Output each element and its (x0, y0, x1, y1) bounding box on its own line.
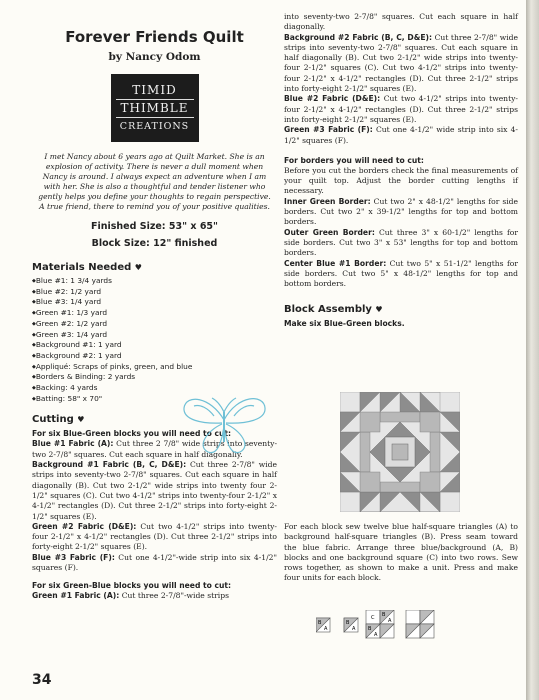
logo-line-1: TIMID (132, 82, 177, 97)
cut-green1: Green #1 Fabric (A): Cut three 2-7/8"-wide strips (32, 591, 229, 601)
continued-text: into seventy-two 2-7/8" squares. Cut each square in half diagonally. (284, 12, 518, 32)
cut-background1: Background #1 Fabric (B, C, D&E): Cut three 2-7/8" wide strips into seventy-two 2-7/8" squares. Cut each square in half diagonally (B). Cut two 2-1/2" wide strips into twenty four 2-1/2" squares (C). Cut two 4-1/2" strips into twenty-four 2-1/2" x 4-1/2" rectangles (D). Cut three 2-1/2" strips into forty-eight 2-1/2" squares (E). (32, 460, 277, 521)
assembly-text: For each block sew twelve blue half-square triangles (A) to background half-square triangles (B). Press seam toward the blue fabric. Arrange three blue/background (A, B) blocks and one background square (C) into two rows. Sew rows together, as shown to make a unit. Press and make four units for each block. (284, 522, 518, 583)
block-size: Block Size: 12" finished (91, 238, 218, 249)
list-item: ◆ Borders & Binding: 2 yards (32, 372, 277, 383)
cut-green2: Green #2 Fabric (D&E): Cut two 4-1/2" strips into twenty-four 2-1/2" x 4-1/2" rectangles (D). Cut three 2-1/2" strips into forty-eight 2-1/2" squares (E). (32, 521, 277, 552)
list-item: ◆ Background #1: 1 yard (32, 340, 277, 351)
cut-background2: Background #2 Fabric (B, C, D&E): Cut three 2-7/8" wide strips into seventy-two 2-7/8" squares. Cut each square in half diagonally (B). Cut two 2-1/2" wide strips into twenty-four 2-1/2" squares (C). Cut two 4-1/2" strips into twenty-four 2-1/2" x 4-1/2" rectangles (D). Cut three 2-1/2" strips into forty-eight 2-1/2" squares (E). (284, 32, 518, 94)
list-item: ◆ Green #3: 1/4 yard (32, 330, 277, 341)
logo-divider (116, 99, 194, 100)
cut-blue2: Blue #2 Fabric (D&E): Cut two 4-1/2" strips into twenty-four 2-1/2" x 4-1/2" rectangles (D). Cut three 2-1/2" strips into forty-eight 2-1/2" squares (E). (284, 94, 518, 124)
cut-blue3: Blue #3 Fabric (F): Cut one 4-1/2"-wide strip into six 4-1/2" squares (F). (32, 552, 277, 572)
green-blue-intro: For six Green-Blue blocks you will need to cut: (32, 581, 232, 591)
assembly-text-block (284, 522, 518, 584)
heart-icon: ♥ (134, 263, 142, 272)
book-spine (526, 0, 539, 700)
cut-green3: Green #3 Fabric (F): Cut one 4-1/2" wide strip into six 4-1/2" squares (F). (284, 125, 518, 145)
materials-heading: Materials Needed ♥ (32, 262, 142, 273)
size-info (32, 220, 277, 251)
finished-size: Finished Size: 53" x 65" (91, 221, 218, 232)
logo-divider (116, 117, 194, 118)
unit-label: B (346, 620, 350, 626)
outer-border: Outer Green Border: Cut three 3" x 60-1/2" lengths for side borders. Cut two 3" x 53" lengths for top and bottom borders. (284, 227, 518, 258)
right-column (284, 12, 518, 329)
cutting-heading: Cutting ♥ (32, 414, 85, 426)
unit-label: C (371, 615, 375, 621)
page-title: Forever Friends Quilt (65, 28, 244, 46)
unit-diagrams (316, 610, 456, 654)
list-item: ◆ Blue #1: 1 3/4 yards (32, 276, 277, 287)
logo-line-2: THIMBLE (120, 100, 189, 115)
list-item: ◆ Blue #3: 1/4 yard (32, 297, 277, 308)
blue-green-intro: For six Blue-Green blocks you will need to cut: (32, 429, 232, 439)
list-item: ◆ Green #1: 1/3 yard (32, 308, 277, 319)
unit-label: B (368, 626, 372, 632)
unit-label: B (318, 620, 322, 626)
cut-blue1: Blue #1 Fabric (A): Cut three 2 7/8" wide strips into seventy-two 2-7/8" squares. Cut each square in half diagonally. (32, 439, 278, 459)
materials-list (32, 276, 277, 404)
assembly-subheading: Make six Blue-Green blocks. (284, 319, 405, 329)
logo-line-3: CREATIONS (119, 120, 190, 132)
left-column (32, 28, 277, 602)
heart-icon: ♥ (77, 415, 85, 425)
list-item: ◆ Green #2: 1/2 yard (32, 319, 277, 330)
list-item: ◆ Appliqué: Scraps of pinks, green, and blue (32, 362, 277, 373)
unit-label: B (382, 612, 386, 618)
unit-label: A (324, 626, 328, 632)
unit-label: A (388, 618, 392, 624)
intro-paragraph: I met Nancy about 6 years ago at Quilt Market. She is an explosion of activity. There is never a dull moment when Nancy is around. I always expect an adventure when I am with her. She is also a thoughtful and tender listener who gently helps you define your thoughts to regain perspective. A true friend, there to remind you of your positive qualities. (38, 152, 271, 211)
inner-border: Inner Green Border: Cut two 2" x 48-1/2" lengths for side borders. Cut two 2" x 39-1/2" lengths for top and bottom borders. (284, 196, 518, 227)
list-item: ◆ Background #2: 1 yard (32, 351, 277, 362)
borders-text: Before you cut the borders check the final measurements of your quilt top. Adjust the border cutting lengths if necessary. (284, 165, 518, 196)
list-item: ◆ Blue #2: 1/2 yard (32, 287, 277, 298)
quilt-block-diagram (340, 392, 460, 512)
list-item: ◆ Backing: 4 yards (32, 383, 277, 394)
unit-label: A (374, 632, 378, 638)
butterfly-icon (180, 390, 268, 458)
page-number: 34 (32, 672, 52, 688)
list-item: ◆ Batting: 58" x 70" (32, 394, 277, 405)
unit-label: A (352, 626, 356, 632)
timid-thimble-logo (111, 74, 199, 142)
assembly-heading: Block Assembly ♥ (284, 304, 383, 316)
center-border: Center Blue #1 Border: Cut two 5" x 51-1/2" lengths for side borders. Cut two 5" x 48-1/2" lengths for top and bottom borders. (284, 258, 518, 289)
borders-intro: For borders you will need to cut: (284, 155, 424, 165)
byline: by Nancy Odom (108, 51, 201, 63)
heart-icon: ♥ (375, 305, 383, 315)
